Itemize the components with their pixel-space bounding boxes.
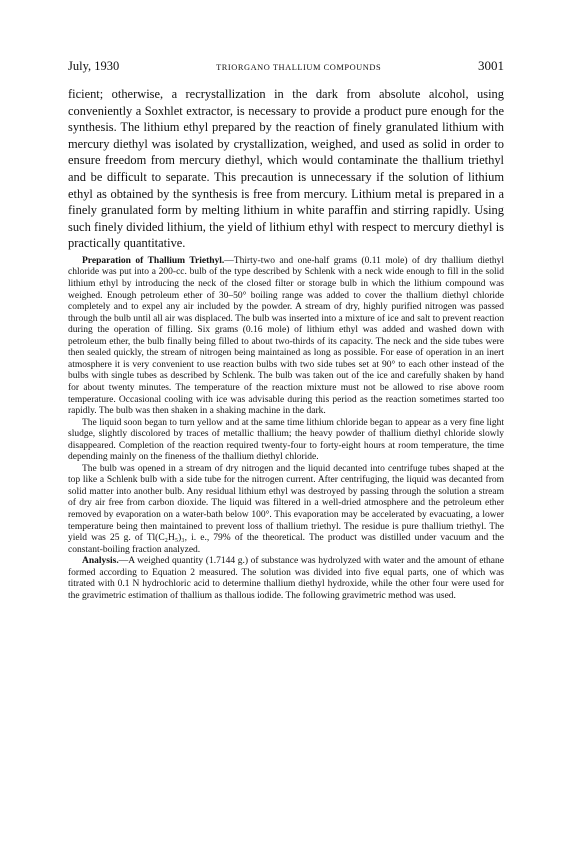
body-small-text [68, 256, 504, 602]
bulb-paragraph: The bulb was opened in a stream of dry nitrogen and the liquid decanted into centrifuge tubes shaped at the top like a Schlenk bulb with a side tube for the nitrogen current. After centrifuging, the liquid was decanted from solid matter into another bulb. Any residual lithium ethyl was destroyed by passing through the solution a stream of dry air free from carbon dioxide. The liquid was filtered in a well-dried atmosphere and the petroleum ether removed by evaporation on a water-bath below 100°. This evaporation may be accelerated by evacuating, a lower temperature being then maintained to prevent loss of thallium triethyl. The residue is pure thallium triethyl. The yield was 25 g. of Tl(C₂H₅)₃, i. e., 79% of the theoretical. The product was distilled under vacuum and the constant-boiling fraction analyzed. [68, 463, 504, 555]
analysis-text: —A weighed quantity (1.7144 g.) of substance was hydrolyzed with water and the amount of ethane formed according to Equation 2 measured. The solution was divided into five equal parts, one of which was titrated with 0.1 N hydrochloric acid to determine thallium diethyl hydroxide, while the other four were used for the gravimetric estimation of thallium as thallous iodide. The following gravimetric method was used. [68, 556, 504, 601]
running-title: TRIORGANO THALLIUM COMPOUNDS [216, 63, 382, 72]
journal-page [68, 58, 504, 602]
preparation-text: —Thirty-two and one-half grams (0.11 mole) of dry thallium diethyl chloride was put into a 200-cc. bulb of the type described by Schlenk with a neck wide enough to fill in the solid lithium ethyl by introducing the neck of the closed filter or storage bulb in which the lithium compound was weighed. Enough petroleum ether of 30–50° boiling range was added to cover the thallium diethyl chloride completely and to expel any air included by the powder. A stream of dry, highly purified nitrogen was passed through the bulb until all air was displaced. The bulb was inserted into a mixture of ice and salt to prevent reaction during the operation of filling. Six grams (0.16 mole) of lithium ethyl was added and washed down with petroleum ether, the bulb finally being filled to about two-thirds of its capacity. The neck and the side tubes were then sealed quickly, the stream of nitrogen being maintained as long as possible. For ease of operation in an inert atmosphere it is very convenient to use reaction bulbs with two side tubes set at 90° to each other instead of the bulbs with single tubes as described by Schlenk. The bulb was taken out of the ice and carefully shaken by hand for about twenty minutes. The temperature of the reaction mixture must not be allowed to rise above room temperature. Occasional cooling with ice was advisable during this period as the reaction sometimes started too rapidly. The bulb was then shaken in a shaking machine in the dark. [68, 255, 505, 417]
preparation-heading: Preparation of Thallium Triethyl. [82, 255, 225, 266]
liquid-paragraph: The liquid soon began to turn yellow and at the same time lithium chloride began to appear as a very fine light sludge, slightly discolored by traces of metallic thallium; the heavy powder of thallium diethyl chloride slowly disappeared. Completion of the reaction required twenty-four to forty-eight hours at room temperature, the time depending mainly on the fineness of the thallium diethyl chloride. [68, 417, 504, 463]
intro-paragraph: ficient; otherwise, a recrystallization in the dark from absolute alcohol, using conveniently a Soxhlet extractor, is necessary to provide a product pure enough for the synthesis. The lithium ethyl prepared by the reaction of finely granulated lithium with mercury diethyl was isolated by crystallization, weighed, and used as solid in order to ensure freedom from mercury diethyl, which would contaminate the thallium triethyl and be difficult to separate. This precaution is unnecessary if the solution of lithium ethyl as obtained by the synthesis is free from mercury. Lithium metal is prepared in a finely granulated form by melting lithium in white paraffin and stirring rapidly. Using such finely divided lithium, the yield of lithium ethyl with respect to mercury diethyl is practically quantitative. [68, 87, 504, 251]
body-large-text [68, 86, 504, 252]
preparation-paragraph [68, 256, 504, 418]
analysis-paragraph [68, 556, 504, 602]
issue-date: July, 1930 [68, 59, 120, 73]
page-number: 3001 [477, 58, 504, 73]
running-header [68, 58, 504, 76]
analysis-heading: Analysis. [82, 556, 119, 567]
